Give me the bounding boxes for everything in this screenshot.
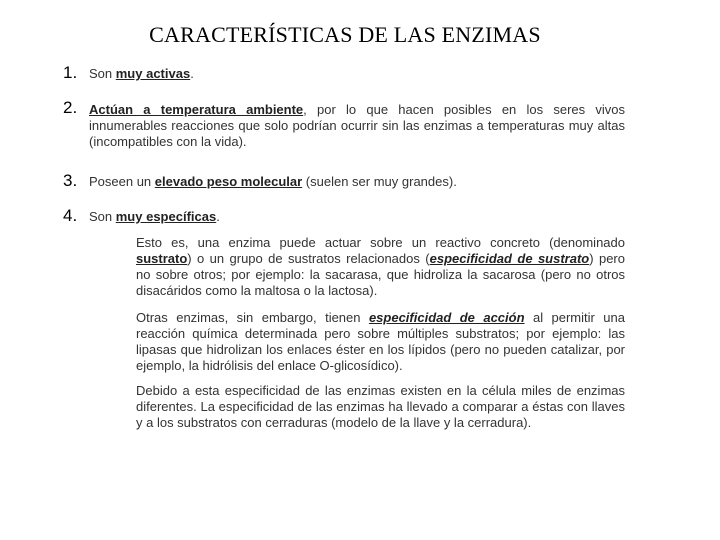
keyword-especificidad-accion: especificidad de acción <box>368 310 525 325</box>
list-item-4 <box>89 209 625 225</box>
item-number-2: 2. <box>63 98 78 117</box>
detail-paragraph-2 <box>136 310 625 374</box>
item-number-4: 4. <box>63 206 78 225</box>
page-title: CARACTERÍSTICAS DE LAS ENZIMAS <box>149 22 541 47</box>
list-item-3 <box>89 174 625 190</box>
detail-paragraph-1 <box>136 235 625 299</box>
paragraph-text: Debido a esta especificidad de las enzimas existen en la célula miles de enzimas diferentes. La especificidad de las enzimas ha llevado a comparar a éstas con llaves y a los substratos con cerraduras (modelo de la llave y la cerradura). <box>136 383 625 430</box>
list-item-2 <box>89 102 625 150</box>
paragraph-text: Otras enzimas, sin embargo, tienen <box>136 310 369 325</box>
item-text-pre: Son <box>89 209 116 224</box>
item-keyword: Actúan a temperatura ambiente <box>89 102 304 117</box>
item-text-post: (suelen ser muy grandes). <box>302 174 457 189</box>
item-number-1: 1. <box>63 63 78 82</box>
item-number-3: 3. <box>63 171 78 190</box>
item-text-post: . <box>216 209 220 224</box>
paragraph-text: ) o un grupo de sustratos relacionados ( <box>187 251 430 266</box>
keyword-sustrato: sustrato <box>136 251 188 266</box>
item-text-pre: Son <box>89 66 116 81</box>
keyword-especificidad-sustrato: especificidad de sustrato <box>429 251 590 266</box>
item-text-post: . <box>190 66 194 81</box>
item-keyword: muy activas <box>115 66 191 81</box>
paragraph-text: ) pero no sobre otros; por ejemplo: la sacarasa, que hidroliza la sacarosa (pero no otros disacáridos como la maltosa o la lactosa). <box>136 251 625 298</box>
item-keyword: muy específicas <box>115 209 217 224</box>
item-text-pre: Poseen un <box>89 174 155 189</box>
detail-paragraph-3 <box>136 383 625 431</box>
paragraph-text: al permitir una reacción química determinada pero sobre múltiples substratos; por ejemplo: las lipasas que hidrolizan los enlaces éster en los lípidos (pero no pueden catalizar, por ejemplo, la hidrólisis del enlace O-glicosídico). <box>136 310 625 373</box>
item-keyword: elevado peso molecular <box>154 174 303 189</box>
paragraph-text: Esto es, una enzima puede actuar sobre un reactivo concreto (denominado <box>136 235 625 250</box>
list-item-1 <box>89 66 625 82</box>
item-text-post: , por lo que hacen posibles en los seres vivos innumerables reacciones que solo podrían ocurrir sin las enzimas a temperaturas muy altas (incompatibles con la vida). <box>89 102 625 149</box>
